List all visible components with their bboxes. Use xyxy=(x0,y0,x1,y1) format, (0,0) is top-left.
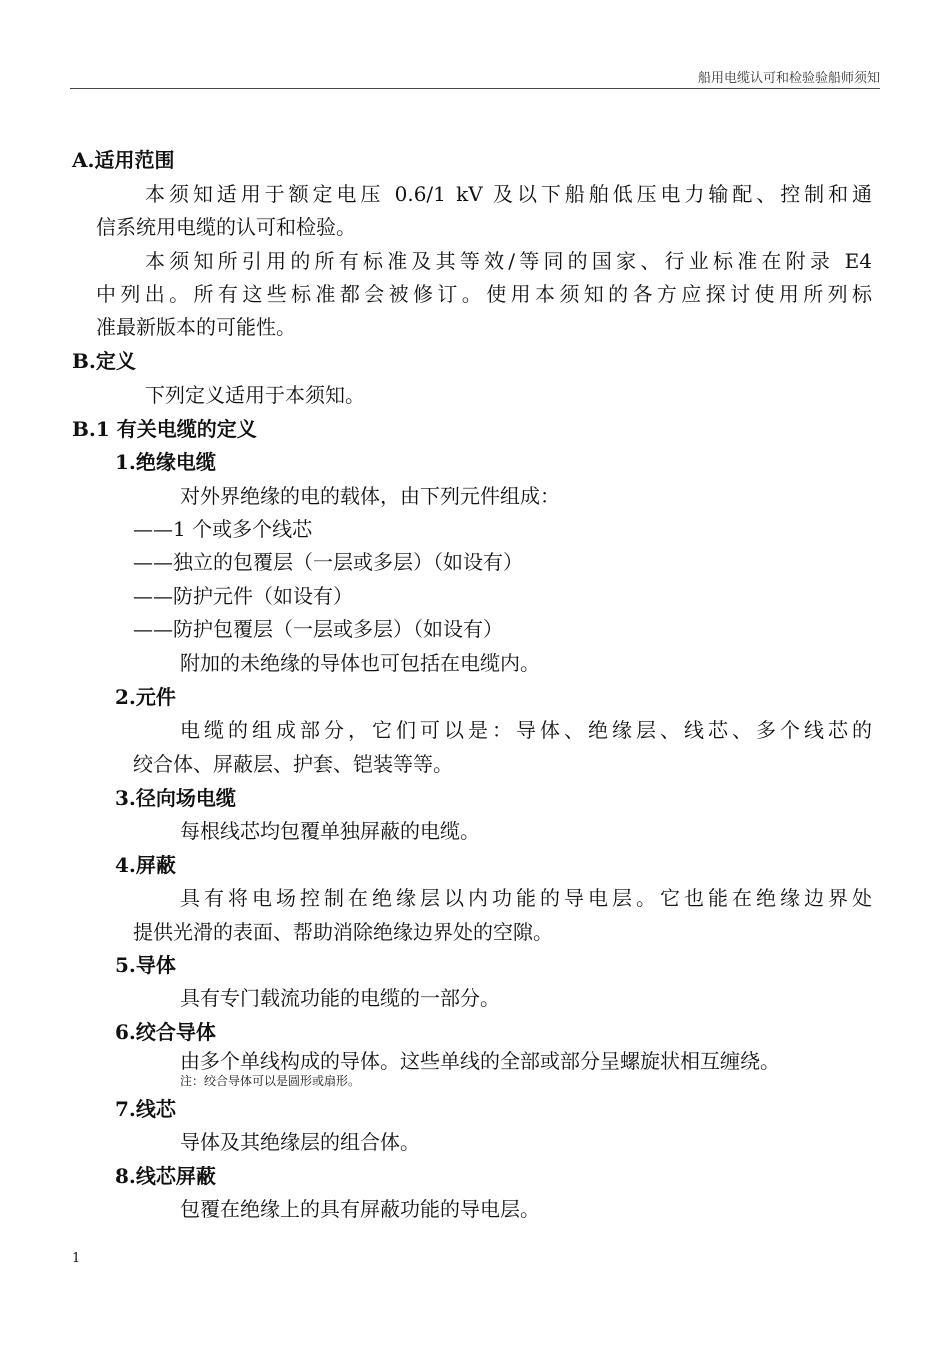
definition-title: 2.元件 xyxy=(115,685,176,709)
definition-title: 6.绞合导体 xyxy=(115,1020,216,1044)
list-item: ——1 个或多个线芯 xyxy=(133,517,313,541)
definition-text: 每根线芯均包覆单独屏蔽的电缆。 xyxy=(180,819,480,843)
paragraph-line: 信系统用电缆的认可和检验。 xyxy=(96,215,356,239)
paragraph-line: 下列定义适用于本须知。 xyxy=(145,383,365,407)
page-number: 1 xyxy=(72,1251,81,1266)
subsection-b1-title: B.1 有关电缆的定义 xyxy=(72,417,257,441)
definition-text: 导体及其绝缘层的组合体。 xyxy=(180,1130,420,1154)
definition-text: 电缆的组成部分，它们可以是：导体、绝缘层、线芯、多个线芯的 xyxy=(180,718,872,742)
header-rule xyxy=(70,88,880,89)
definition-text: 由多个单线构成的导体。这些单线的全部或部分呈螺旋状相互缠绕。 xyxy=(180,1049,780,1073)
definition-text: 包覆在绝缘上的具有屏蔽功能的导电层。 xyxy=(180,1197,540,1221)
definition-title: 1.绝缘电缆 xyxy=(115,450,216,474)
definition-note: 注：绞合导体可以是圆形或扇形。 xyxy=(180,1074,361,1088)
definition-title: 7.线芯 xyxy=(115,1097,176,1121)
definition-title: 5.导体 xyxy=(115,953,176,977)
definition-title: 3.径向场电缆 xyxy=(115,786,236,810)
list-item: ——防护包覆层（一层或多层）（如设有） xyxy=(133,617,503,641)
section-b-title: B.定义 xyxy=(72,349,136,373)
list-item: ——独立的包覆层（一层或多层）（如设有） xyxy=(133,550,523,574)
definition-title: 4.屏蔽 xyxy=(115,853,176,877)
definition-text: 绞合体、屏蔽层、护套、铠装等等。 xyxy=(133,752,453,776)
definition-text: 附加的未绝缘的导体也可包括在电缆内。 xyxy=(180,651,540,675)
definition-text: 提供光滑的表面、帮助消除绝缘边界处的空隙。 xyxy=(133,920,553,944)
list-item: ——防护元件（如设有） xyxy=(133,584,353,608)
section-a-title: A.适用范围 xyxy=(72,148,175,172)
definition-title: 8.线芯屏蔽 xyxy=(115,1164,216,1188)
paragraph-line: 中列出。所有这些标准都会被修订。使用本须知的各方应探讨使用所列标 xyxy=(96,282,872,306)
paragraph-line: 本须知适用于额定电压 0.6/1 kV 及以下船舶低压电力输配、控制和通 xyxy=(145,182,872,206)
definition-text: 具有专门载流功能的电缆的一部分。 xyxy=(180,986,500,1010)
paragraph-line: 本须知所引用的所有标准及其等效/等同的国家、行业标准在附录 E4 xyxy=(145,249,872,273)
paragraph-line: 准最新版本的可能性。 xyxy=(96,315,296,339)
definition-text: 具有将电场控制在绝缘层以内功能的导电层。它也能在绝缘边界处 xyxy=(180,886,872,910)
running-header: 船用电缆认可和检验验船师须知 xyxy=(697,71,880,86)
definition-text: 对外界绝缘的电的载体，由下列元件组成： xyxy=(180,484,560,508)
